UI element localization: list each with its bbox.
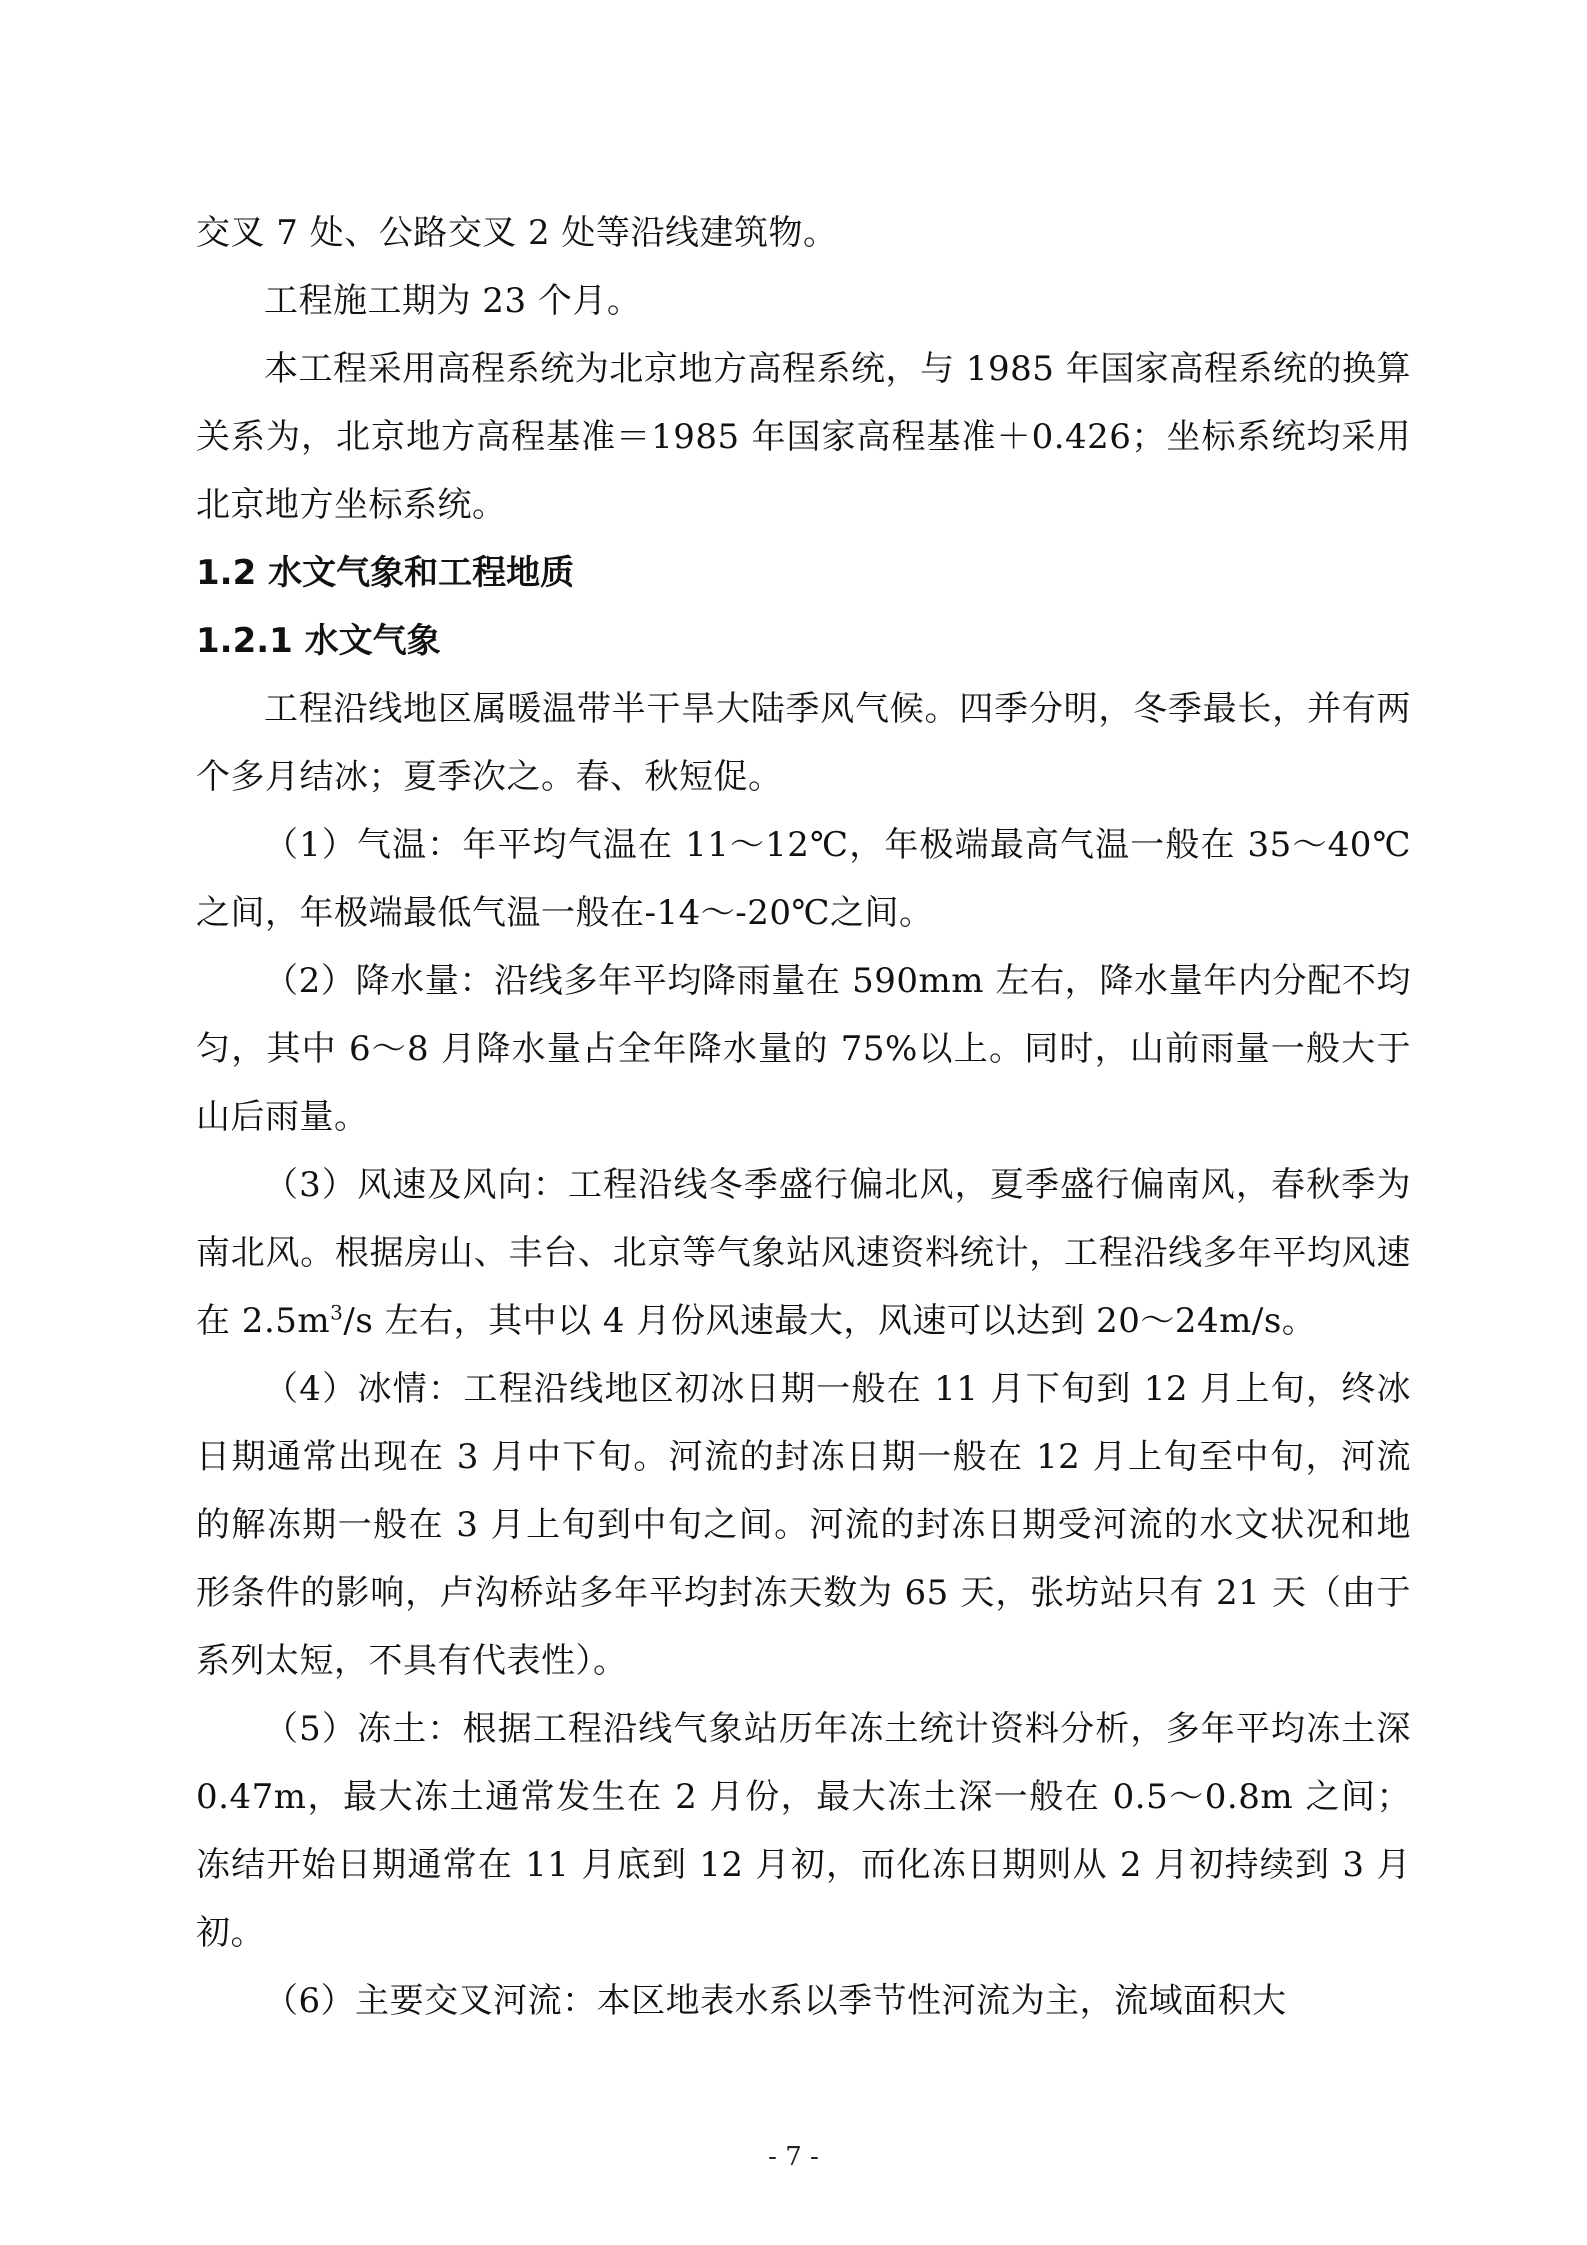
page-content xyxy=(196,199,1411,2035)
paragraph-continuation: 交叉 7 处、公路交叉 2 处等沿线建筑物。 xyxy=(196,213,838,253)
paragraph-ice: （4）冰情：工程沿线地区初冰日期一般在 11 月下旬到 12 月上旬，终冰日期通常出现在 3 月中下旬。河流的封冻日期一般在 12 月上旬至中旬，河流的解冻期一般在 3 月上旬到中旬之间。河流的封冻日期受河流的水文状况和地形条件的影响，卢沟桥站多年平均封冻天数为 65 天，张坊站只有 21 天（由于系列太短，不具有代表性）。 xyxy=(196,1369,1411,1681)
page-number: - 7 - xyxy=(768,2142,819,2172)
wind-superscript: 3 xyxy=(330,1300,344,1325)
paragraph-elevation-system: 本工程采用高程系统为北京地方高程系统，与 1985 年国家高程系统的换算关系为，北京地方高程基准＝1985 年国家高程基准＋0.426；坐标系统均采用北京地方坐标系统。 xyxy=(196,349,1411,525)
wind-text-end: /s 左右，其中以 4 月份风速最大，风速可以达到 20～24m/s。 xyxy=(343,1301,1317,1341)
paragraph-precipitation: （2）降水量：沿线多年平均降雨量在 590mm 左右，降水量年内分配不均匀，其中 6～8 月降水量占全年降水量的 75%以上。同时，山前雨量一般大于山后雨量。 xyxy=(196,961,1411,1137)
paragraph-wind xyxy=(196,1151,1411,1355)
paragraph-climate: 工程沿线地区属暖温带半干旱大陆季风气候。四季分明，冬季最长，并有两个多月结冰；夏季次之。春、秋短促。 xyxy=(196,689,1411,797)
paragraph-temperature: （1）气温：年平均气温在 11～12℃，年极端最高气温一般在 35～40℃之间，年极端最低气温一般在-14～-20℃之间。 xyxy=(196,825,1411,933)
section-heading-1-2: 1.2 水文气象和工程地质 xyxy=(196,553,575,593)
section-heading-1-2-1: 1.2.1 水文气象 xyxy=(196,621,441,661)
paragraph-frozen-soil: （5）冻土：根据工程沿线气象站历年冻土统计资料分析，多年平均冻土深 0.47m，最大冻土通常发生在 2 月份，最大冻土深一般在 0.5～0.8m 之间；冻结开始日期通常在 11 月底到 12 月初，而化冻日期则从 2 月初持续到 3 月初。 xyxy=(196,1709,1411,1953)
wind-text-start: （3）风速及风向：工程沿线冬季盛行偏北风，夏季盛行偏南风，春秋季为南北风。根据房山、丰台、北京等气象站风速资料统计，工程沿线多年平均风速在 2.5m xyxy=(196,1165,1411,1341)
paragraph-rivers: （6）主要交叉河流：本区地表水系以季节性河流为主，流域面积大 xyxy=(264,1981,1287,2021)
paragraph-construction-period: 工程施工期为 23 个月。 xyxy=(264,281,642,321)
